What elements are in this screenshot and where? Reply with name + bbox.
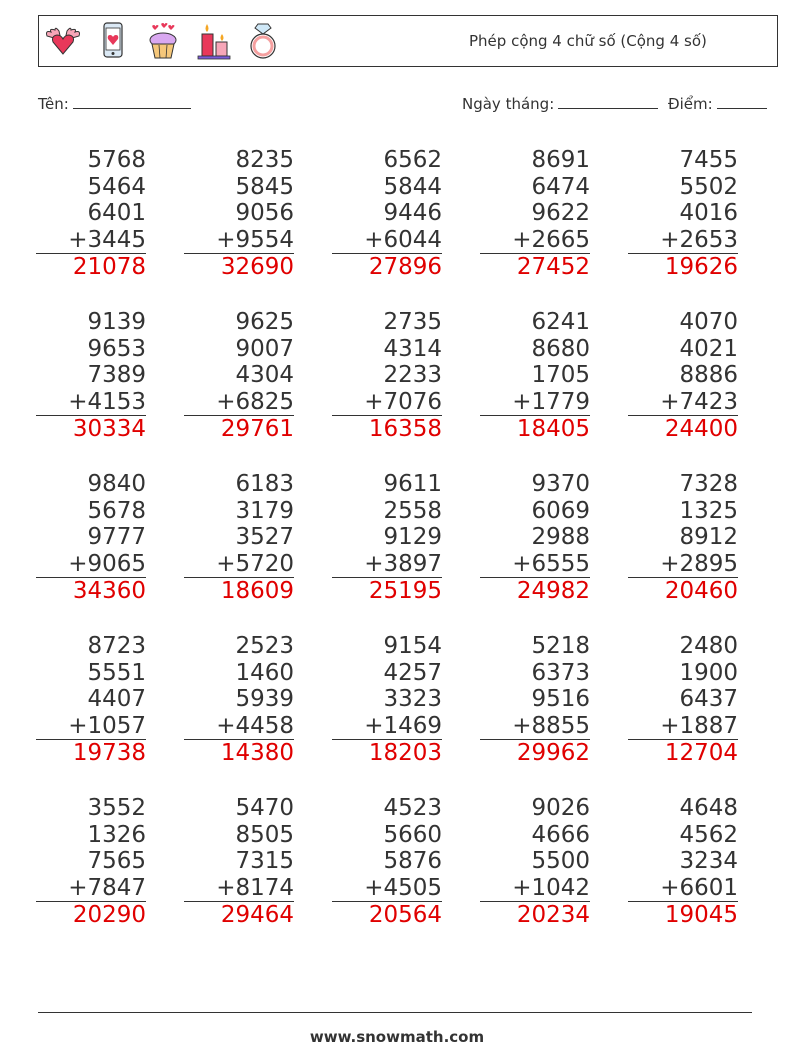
addend-2: 3179: [235, 497, 294, 524]
addend-3: 5876: [383, 848, 442, 875]
addend-4: +2665: [480, 227, 590, 255]
addend-1: 4070: [679, 309, 738, 335]
addend-2: 5502: [679, 173, 738, 200]
addend-3: 2233: [383, 362, 442, 389]
addend-4: +6555: [480, 551, 590, 579]
addition-problem: [480, 795, 590, 929]
addend-3: 9129: [383, 524, 442, 551]
addend-4: +9554: [184, 227, 294, 255]
answer[interactable]: 24982: [516, 578, 590, 605]
addend-2: 9007: [235, 335, 294, 362]
answer[interactable]: 34360: [72, 578, 146, 605]
answer[interactable]: 18203: [368, 740, 442, 767]
addend-4: +1057: [36, 713, 146, 741]
addend-3: 5500: [531, 848, 590, 875]
addend-2: 1325: [679, 497, 738, 524]
addend-2: 5844: [383, 173, 442, 200]
addend-3: 6437: [679, 686, 738, 713]
addend-4: +1042: [480, 875, 590, 903]
addend-3: 5939: [235, 686, 294, 713]
addend-4: +2895: [628, 551, 738, 579]
addition-problem: [36, 147, 146, 281]
addend-2: 9653: [87, 335, 146, 362]
answer[interactable]: 32690: [220, 254, 294, 281]
addend-4: +2653: [628, 227, 738, 255]
addend-2: 4314: [383, 335, 442, 362]
addend-3: 1705: [531, 362, 590, 389]
addend-1: 5218: [531, 633, 590, 659]
addend-3: 4407: [87, 686, 146, 713]
addition-problem: [36, 795, 146, 929]
addition-problem: [36, 471, 146, 605]
addition-problem: [480, 633, 590, 767]
addend-4: +7847: [36, 875, 146, 903]
score-label: Điểm:: [668, 95, 713, 113]
addend-1: 2735: [383, 309, 442, 335]
answer[interactable]: 16358: [368, 416, 442, 443]
addend-2: 4562: [679, 821, 738, 848]
footer-site: www.snowmath.com: [309, 1028, 485, 1046]
addend-4: +1469: [332, 713, 442, 741]
addend-2: 8680: [531, 335, 590, 362]
addend-1: 3552: [87, 795, 146, 821]
answer[interactable]: 27452: [516, 254, 590, 281]
addend-3: 6401: [87, 200, 146, 227]
addend-2: 1460: [235, 659, 294, 686]
addition-problem: [628, 309, 738, 443]
addend-2: 1900: [679, 659, 738, 686]
worksheet-title: Phép cộng 4 chữ số (Cộng 4 số): [469, 32, 707, 50]
addend-1: 8235: [235, 147, 294, 173]
addend-1: 7328: [679, 471, 738, 497]
addend-1: 6241: [531, 309, 590, 335]
name-label: Tên:: [38, 95, 69, 113]
addend-1: 5768: [87, 147, 146, 173]
addition-problem: [332, 309, 442, 443]
answer[interactable]: 21078: [72, 254, 146, 281]
addition-problem: [480, 471, 590, 605]
addend-4: +5720: [184, 551, 294, 579]
addition-problem: [184, 147, 294, 281]
addend-4: +6044: [332, 227, 442, 255]
addition-problem: [332, 471, 442, 605]
addend-4: +7076: [332, 389, 442, 417]
addend-3: 3323: [383, 686, 442, 713]
addition-problem: [332, 147, 442, 281]
addend-1: 4648: [679, 795, 738, 821]
addend-3: 9777: [87, 524, 146, 551]
addition-problem: [480, 309, 590, 443]
addend-3: 9622: [531, 200, 590, 227]
answer[interactable]: 20290: [72, 902, 146, 929]
addition-problem: [628, 147, 738, 281]
addition-problem: [332, 795, 442, 929]
addend-1: 9840: [87, 471, 146, 497]
answer[interactable]: 20234: [516, 902, 590, 929]
addend-3: 8886: [679, 362, 738, 389]
answer[interactable]: 29962: [516, 740, 590, 767]
addition-problem: [184, 633, 294, 767]
addend-1: 8691: [531, 147, 590, 173]
addend-4: +4458: [184, 713, 294, 741]
addend-1: 9370: [531, 471, 590, 497]
addend-1: 8723: [87, 633, 146, 659]
addend-3: 7389: [87, 362, 146, 389]
addend-1: 5470: [235, 795, 294, 821]
answer[interactable]: 20460: [664, 578, 738, 605]
addend-3: 7565: [87, 848, 146, 875]
addend-2: 8505: [235, 821, 294, 848]
addend-1: 9139: [87, 309, 146, 335]
answer[interactable]: 19626: [664, 254, 738, 281]
answer[interactable]: 24400: [664, 416, 738, 443]
addition-problem: [480, 147, 590, 281]
addend-2: 5678: [87, 497, 146, 524]
addend-4: +1887: [628, 713, 738, 741]
addend-3: 3234: [679, 848, 738, 875]
addend-1: 9154: [383, 633, 442, 659]
answer[interactable]: 30334: [72, 416, 146, 443]
addend-2: 4021: [679, 335, 738, 362]
answer[interactable]: 20564: [368, 902, 442, 929]
addend-2: 5660: [383, 821, 442, 848]
footer-divider: [38, 1012, 752, 1013]
addend-4: +9065: [36, 551, 146, 579]
answer[interactable]: 25195: [368, 578, 442, 605]
addend-1: 6562: [383, 147, 442, 173]
addend-3: 9516: [531, 686, 590, 713]
addend-2: 6069: [531, 497, 590, 524]
addend-1: 9611: [383, 471, 442, 497]
addition-problem: [628, 471, 738, 605]
addition-problem: [184, 471, 294, 605]
answer[interactable]: 18405: [516, 416, 590, 443]
addition-problem: [628, 633, 738, 767]
answer[interactable]: 27896: [368, 254, 442, 281]
addend-2: 6373: [531, 659, 590, 686]
addend-3: 2988: [531, 524, 590, 551]
answer[interactable]: 18609: [220, 578, 294, 605]
addend-2: 5464: [87, 173, 146, 200]
addend-2: 4666: [531, 821, 590, 848]
addend-4: +4505: [332, 875, 442, 903]
answer[interactable]: 19045: [664, 902, 738, 929]
addend-1: 4523: [383, 795, 442, 821]
addend-3: 8912: [679, 524, 738, 551]
answer[interactable]: 12704: [664, 740, 738, 767]
addend-1: 7455: [679, 147, 738, 173]
addend-2: 5551: [87, 659, 146, 686]
addend-3: 9446: [383, 200, 442, 227]
addend-2: 4257: [383, 659, 442, 686]
answer[interactable]: 19738: [72, 740, 146, 767]
addend-4: +8174: [184, 875, 294, 903]
addend-4: +3897: [332, 551, 442, 579]
addend-4: +6601: [628, 875, 738, 903]
answer[interactable]: 29761: [220, 416, 294, 443]
addend-1: 2480: [679, 633, 738, 659]
addend-4: +4153: [36, 389, 146, 417]
addend-2: 1326: [87, 821, 146, 848]
addend-4: +1779: [480, 389, 590, 417]
addend-3: 4304: [235, 362, 294, 389]
addend-4: +6825: [184, 389, 294, 417]
addend-3: 4016: [679, 200, 738, 227]
addition-problem: [184, 795, 294, 929]
addend-1: 9625: [235, 309, 294, 335]
addition-problem: [36, 309, 146, 443]
addend-3: 9056: [235, 200, 294, 227]
addend-2: 6474: [531, 173, 590, 200]
addend-3: 3527: [235, 524, 294, 551]
addend-1: 2523: [235, 633, 294, 659]
addend-1: 9026: [531, 795, 590, 821]
addend-4: +7423: [628, 389, 738, 417]
addition-problem: [628, 795, 738, 929]
addend-3: 7315: [235, 848, 294, 875]
addend-4: +3445: [36, 227, 146, 255]
addition-problem: [184, 309, 294, 443]
addend-1: 6183: [235, 471, 294, 497]
date-label: Ngày tháng:: [462, 95, 555, 113]
addend-2: 5845: [235, 173, 294, 200]
addition-problem: [332, 633, 442, 767]
answer[interactable]: 29464: [220, 902, 294, 929]
answer[interactable]: 14380: [220, 740, 294, 767]
addend-2: 2558: [383, 497, 442, 524]
addition-problem: [36, 633, 146, 767]
addend-4: +8855: [480, 713, 590, 741]
